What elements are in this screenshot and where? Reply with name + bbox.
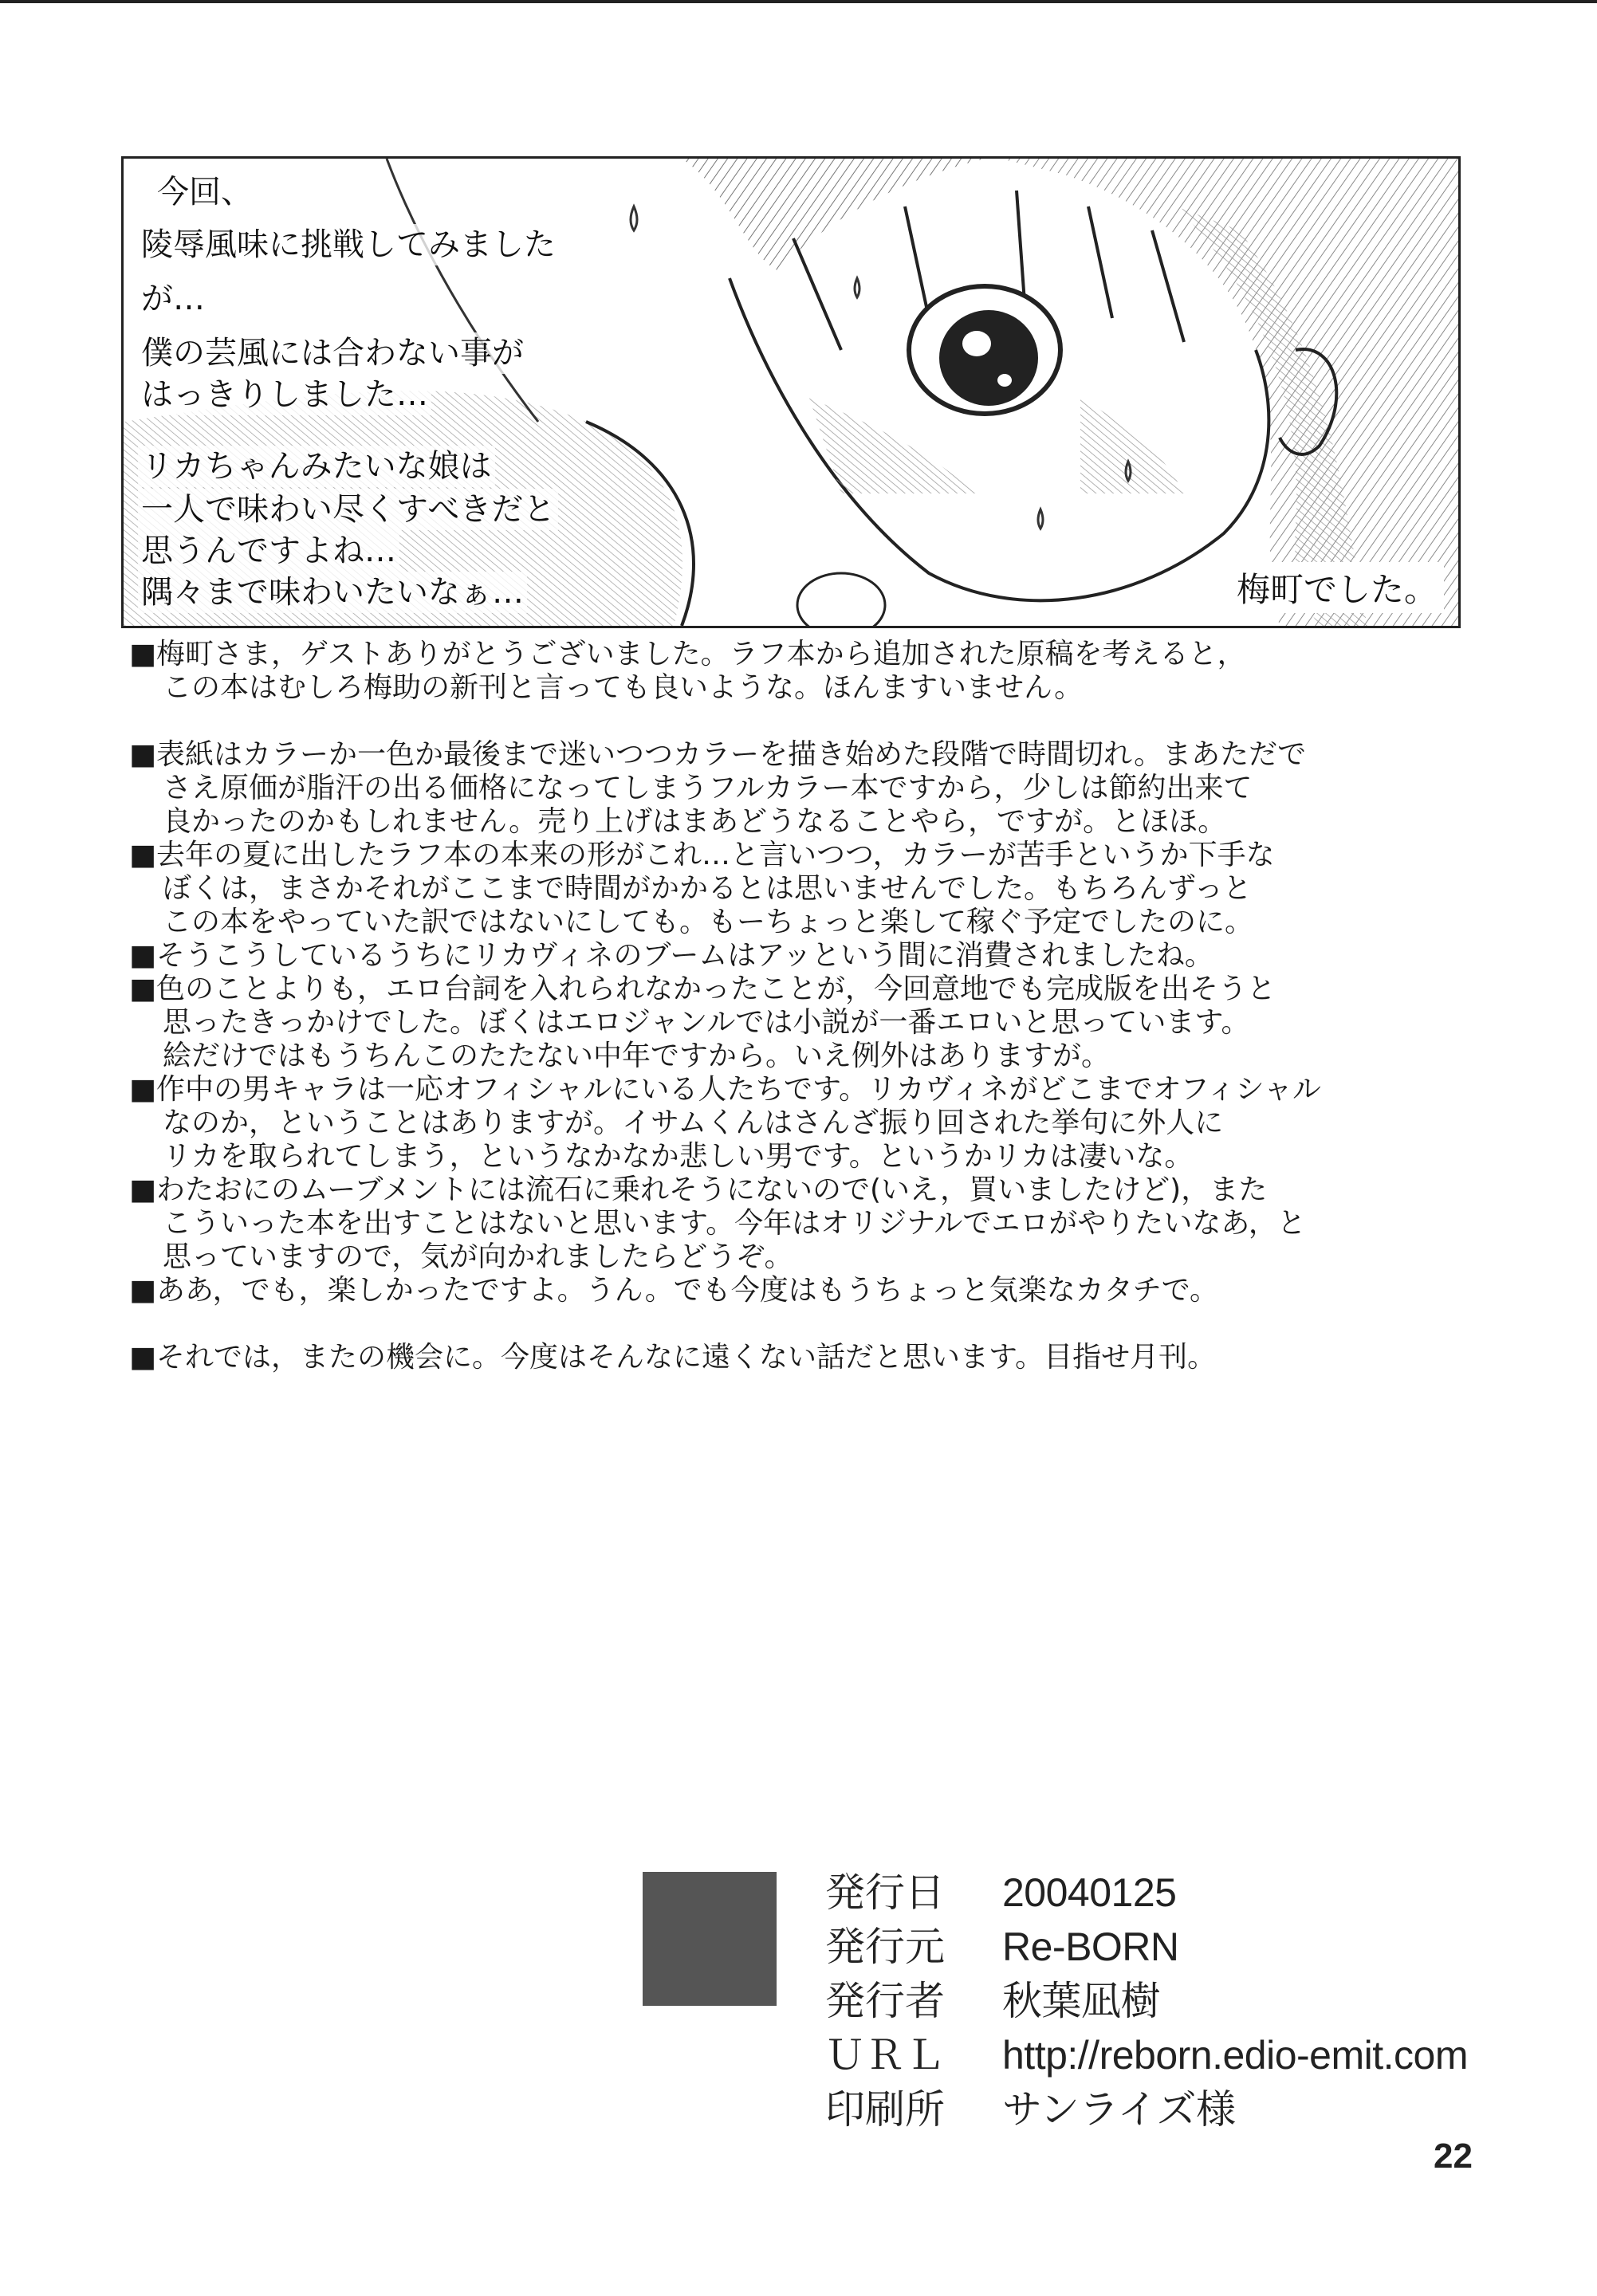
note-line: ■わたおにのムーブメントには流石に乗れそうにないので(いえ，買いましたけど)，また (129, 1174, 1268, 1206)
guest-comment-line: リカちゃんみたいな娘は (138, 446, 495, 487)
note-line: 良かったのかもしれません。売り上げはまあどうなることやら，ですが。とほほ。 (163, 805, 1227, 838)
guest-comment-line: 思うんですよね… (138, 530, 399, 572)
guest-comment-line: 今回、 (154, 171, 256, 213)
colophon-label: 印刷所 (825, 2086, 945, 2133)
note-line: 絵だけではもうちんこのたたない中年ですから。いえ例外はありますが。 (163, 1040, 1111, 1072)
colophon-row-url (825, 2028, 1527, 2082)
note-line: さえ原価が脂汗の出る価格になってしまうフルカラー本ですから，少しは節約出来て (163, 772, 1253, 804)
colophon-label: 発行者 (825, 1978, 945, 2024)
note-paragraph (129, 1274, 1485, 1307)
guest-comment-line: 陵辱風味に挑戦してみました (138, 224, 559, 265)
note-paragraph (129, 973, 1485, 1073)
guest-comment-line: が… (138, 278, 208, 320)
note-line: ■そうこうしているうちにリカヴィネのブームはアッという間に消費されましたね。 (129, 939, 1213, 972)
guest-comment-line: はっきりしました… (138, 374, 431, 415)
note-line: 思ったきっかけでした。ぼくはエロジャンルでは小説が一番エロいと思っています。 (163, 1006, 1250, 1039)
top-border-line (0, 0, 1597, 3)
afterword-notes (129, 638, 1485, 1374)
guest-comment-line: 一人で味わい尽くすべきだと (138, 489, 558, 530)
guest-illustration-panel (121, 156, 1461, 628)
paragraph-gap (129, 705, 1485, 738)
note-paragraph (129, 1073, 1485, 1174)
note-paragraph (129, 939, 1485, 973)
note-line: ■それでは，またの機会に。今度はそんなに遠くない話だと思います。目指せ月刊。 (129, 1341, 1217, 1374)
guest-comment-line: 僕の芸風には合わない事が (138, 332, 527, 374)
colophon-grey-square (643, 1872, 777, 2006)
note-paragraph (129, 638, 1485, 705)
colophon-row-publisher (825, 1920, 1527, 1974)
note-line: ぼくは，まさかそれがここまで時間がかかるとは思いませんでした。もちろんずっと (163, 872, 1252, 905)
colophon-url: http://reborn.edio-emit.com (1002, 2033, 1468, 2078)
note-line: ■ああ，でも，楽しかったですよ。うん。でも今度はもうちょっと気楽なカタチで。 (129, 1274, 1219, 1307)
note-line: この本はむしろ梅助の新刊と言っても良いような。ほんますいません。 (163, 671, 1084, 704)
note-line: リカを取られてしまう，というなかなか悲しい男です。というかリカは凄いな。 (163, 1140, 1194, 1173)
note-line: ■梅町さま，ゲストありがとうございました。ラフ本から追加された原稿を考えると， (129, 638, 1246, 670)
colophon-value: 20040125 (1002, 1870, 1177, 1915)
note-line: ■作中の男キャラは一応オフィシャルにいる人たちです。リカヴィネがどこまでオフィシャル (129, 1073, 1321, 1106)
colophon-row-date (825, 1866, 1527, 1920)
page-number: 22 (1434, 2137, 1473, 2176)
note-line: ■去年の夏に出したラフ本の本来の形がこれ…と言いつつ，カラーが苦手というか下手な (129, 839, 1275, 871)
note-line: ■表紙はカラーか一色か最後まで迷いつつカラーを描き始めた段階で時間切れ。まあただで (129, 738, 1307, 771)
note-line: ■色のことよりも，エロ台詞を入れられなかったことが，今回意地でも完成版を出そうと (129, 973, 1276, 1005)
colophon-row-printer (825, 2082, 1527, 2137)
note-line: こういった本を出すことはないと思います。今年はオリジナルでエロがやりたいなあ，と (163, 1207, 1306, 1240)
note-paragraph (129, 839, 1485, 939)
note-paragraph (129, 1174, 1485, 1274)
note-line: 思っていますので，気が向かれましたらどうぞ。 (163, 1240, 793, 1273)
note-paragraph (129, 1341, 1485, 1374)
colophon-row-author (825, 1974, 1527, 2028)
note-paragraph (129, 738, 1485, 839)
colophon-label: ＵＲＬ (825, 2032, 945, 2078)
guest-comment-line: 隅々まで味わいたいなぁ… (138, 572, 527, 613)
note-line: この本をやっていた訳ではないにしても。もーちょっと楽して稼ぐ予定でしたのに。 (163, 906, 1254, 938)
colophon-label: 発行元 (825, 1924, 945, 1970)
colophon-value: サンライズ様 (1002, 2087, 1236, 2132)
paragraph-gap (129, 1307, 1485, 1341)
guest-signature: 梅町でした。 (1230, 562, 1444, 613)
colophon-value: 秋葉凪樹 (1002, 1979, 1160, 2023)
note-line: なのか，ということはありますが。イサムくんはさんざ振り回された挙句に外人に (163, 1107, 1224, 1139)
colophon-value: Re-BORN (1002, 1924, 1179, 1969)
colophon (825, 1866, 1527, 2137)
colophon-label: 発行日 (825, 1869, 945, 1916)
